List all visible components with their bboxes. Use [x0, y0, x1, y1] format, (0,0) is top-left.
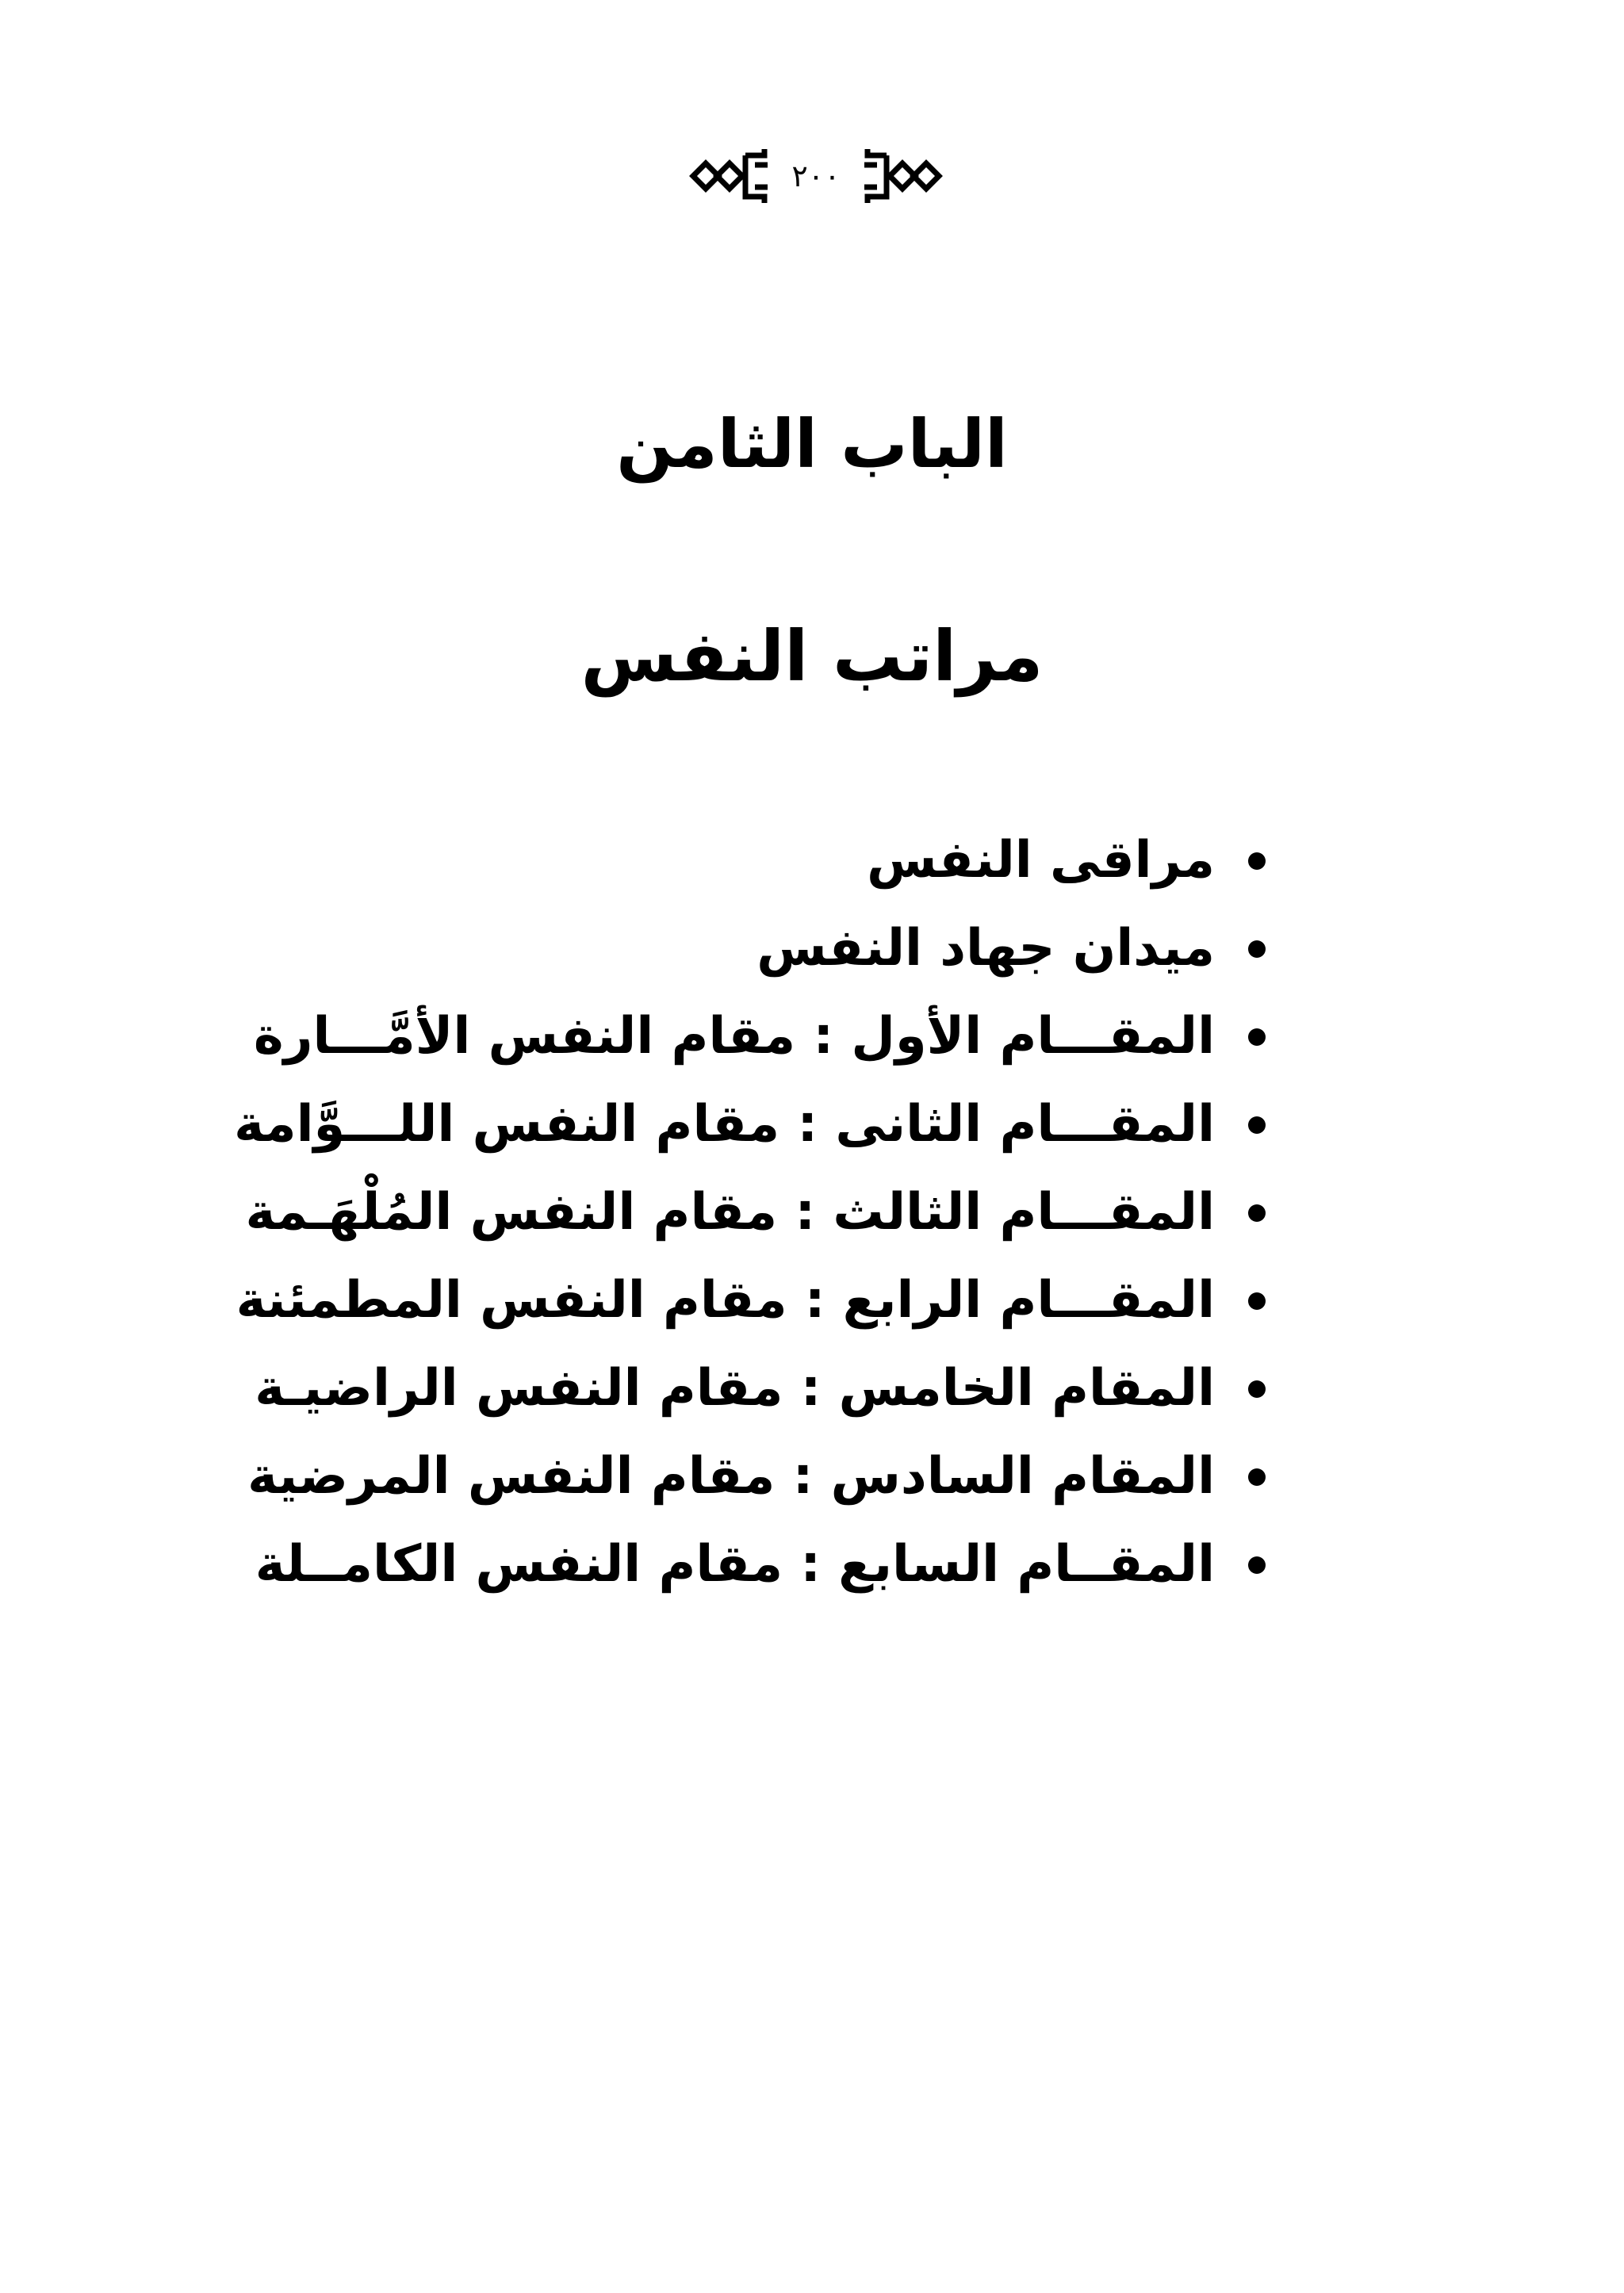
chapter-label: الباب الثامن: [616, 405, 1008, 483]
contents-item: [266, 817, 1266, 905]
bullet-icon: [1248, 1468, 1266, 1486]
contents-item: [255, 1521, 1266, 1609]
chapter-title: مراتب النفس: [580, 615, 1044, 697]
contents-item: [234, 1081, 1266, 1169]
contents-item: [236, 1257, 1266, 1345]
bullet-icon: [1248, 1292, 1266, 1310]
bullet-icon: [1248, 1556, 1266, 1574]
contents-item-text: المقـــام الثانى : مقام النفس اللـــوَّامة: [234, 1095, 1215, 1154]
bullet-icon: [1248, 1380, 1266, 1398]
bullet-icon: [1248, 1116, 1266, 1134]
contents-item-text: ميدان جهاد النفس: [756, 919, 1215, 978]
contents-item: [247, 1433, 1266, 1521]
contents-item-text: المقام السادس : مقام النفس المرضية: [247, 1447, 1215, 1506]
contents-list: [234, 817, 1266, 1609]
page-number-ornament: [688, 144, 944, 208]
bullet-icon: [1248, 1204, 1266, 1222]
bullet-icon: [1248, 852, 1266, 870]
contents-item-text: المقــام السابع : مقام النفس الكامــلة: [255, 1535, 1215, 1594]
contents-item: [253, 993, 1266, 1081]
contents-item: [266, 905, 1266, 993]
contents-item-text: المقـــام الأول : مقام النفس الأمَّـــارة: [253, 1007, 1215, 1066]
page-number: ٢٠٠: [791, 159, 841, 193]
contents-item-text: المقـــام الثالث : مقام النفس المُلْهَـمة: [245, 1183, 1215, 1242]
bullet-icon: [1248, 1028, 1266, 1046]
contents-item-text: المقـــام الرابع : مقام النفس المطمئنة: [236, 1271, 1215, 1330]
contents-item: [255, 1345, 1266, 1433]
bullet-icon: [1248, 940, 1266, 958]
contents-item-text: مراقى النفس: [867, 831, 1215, 890]
contents-item: [245, 1169, 1266, 1257]
contents-item-text: المقام الخامس : مقام النفس الراضيـة: [255, 1359, 1215, 1418]
